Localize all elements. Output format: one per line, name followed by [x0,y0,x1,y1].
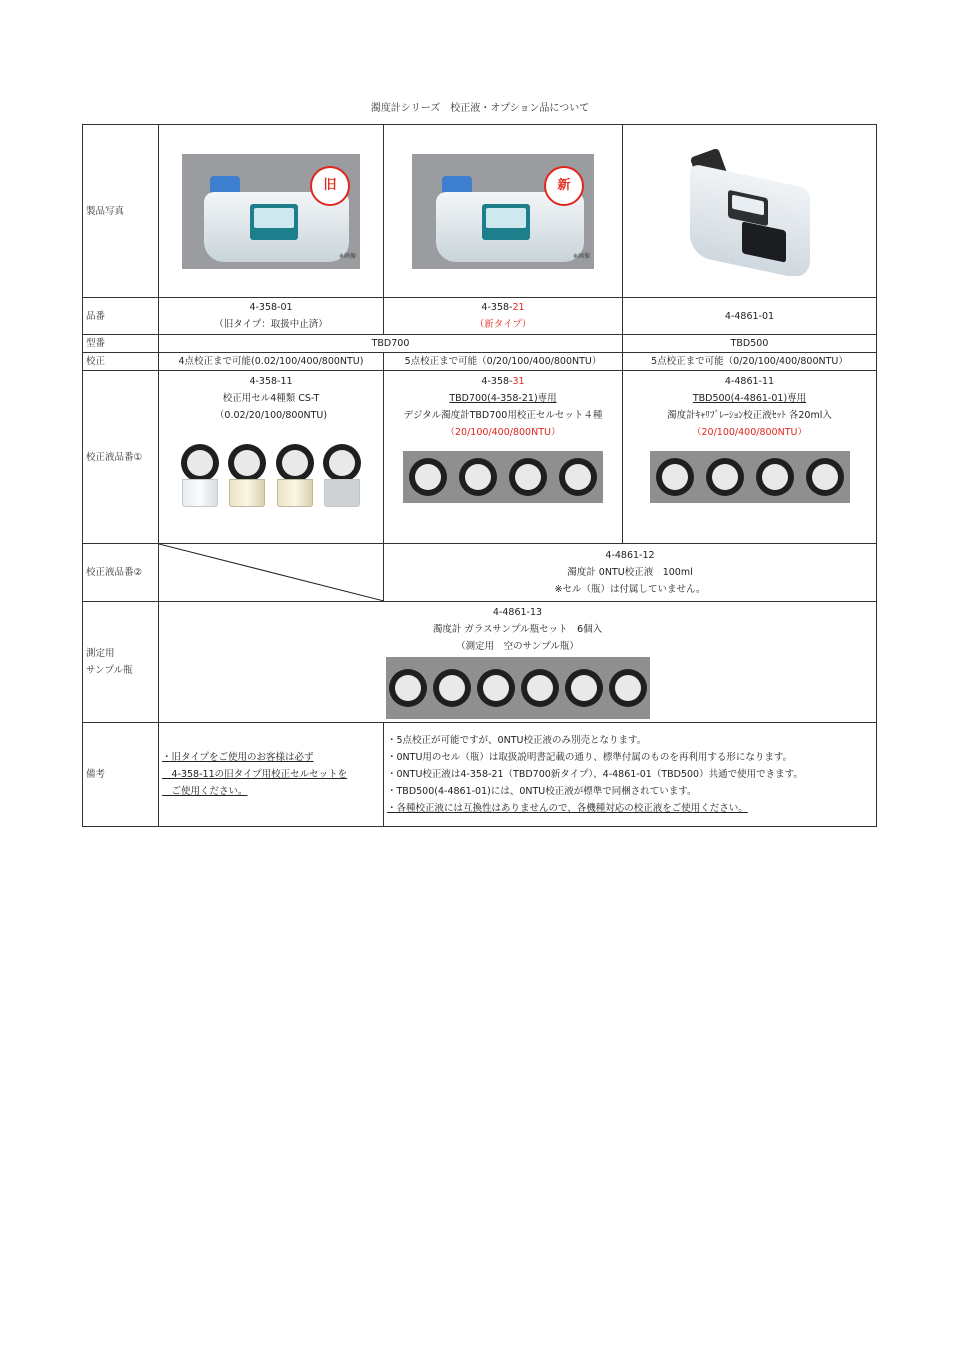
sample-photo [386,657,650,719]
calib1-new-photo [403,451,603,503]
part-no-old: 4-358-01 [249,302,293,313]
label-part-no: 品番 [83,298,159,335]
label-remarks: 備考 [83,723,159,827]
label-sample-1: 測定用 [86,648,115,659]
product-photo-tbd500 [680,146,820,276]
page-title: 濁度計シリーズ 校正液・オプション品について [370,103,590,114]
not-applicable-slash [159,544,384,601]
calib1-new-line2: デジタル濁度計TBD700用校正セルセット４種 [403,410,603,421]
label-sample [83,602,159,723]
remark-new-5: ・各種校正液には互換性はありませんので、各機種対応の校正液をご使用ください。 [387,803,748,814]
row-calib-2 [83,544,877,602]
calib1-new-line3: （20/100/400/800NTU） [445,427,561,438]
cell-photo-old [159,125,384,298]
label-model: 型番 [83,335,159,353]
photo-tip: ※画像 [338,252,356,260]
calibration-new: 5点校正まで可能（0/20/100/400/800NTU） [384,353,623,371]
calib1-old-line2: （0.02/20/100/800NTU) [214,410,328,421]
cell-part-no-new [384,298,623,335]
remark-old-2: 4-358-11の旧タイプ用校正セルセットを [162,769,348,780]
label-calib-1: 校正液品番① [83,371,159,544]
part-no-old-note: （旧タイプ：取扱中止済） [214,319,328,330]
row-calibration [83,353,877,371]
calib1-tbd500-photo [650,451,850,503]
calib1-new-line1: TBD700(4-358-21)専用 [449,393,557,404]
calib1-tbd500-line1: TBD500(4-4861-01)専用 [692,393,807,404]
sample-line1: 濁度計 ガラスサンプル瓶セット 6個入 [432,624,603,635]
row-remarks [83,723,877,827]
old-badge: 旧 [310,166,350,206]
product-photo-new [412,154,594,269]
row-sample [83,602,877,723]
remark-new-1: ・5点校正が可能ですが、0NTU校正液のみ別売となります。 [387,735,647,746]
remark-new-4: ・TBD500(4-4861-01)には、0NTU校正液が標準で同梱されています。 [387,786,697,797]
spec-table [82,124,877,827]
remark-old-3: ご使用ください。 [162,786,248,797]
row-part-no [83,298,877,335]
cell-remarks-old [159,723,384,827]
new-badge: 新 [544,166,584,206]
calib1-old-code: 4-358-11 [249,376,293,387]
cell-calib1-old [159,371,384,544]
cell-calib2 [384,544,877,602]
label-calib-2: 校正液品番② [83,544,159,602]
model-tbd700: TBD700 [159,335,623,353]
calib1-old-photo [176,438,366,512]
calib1-old-line1: 校正用セル4種類 CS-T [222,393,320,404]
calib1-tbd500-code: 4-4861-11 [724,376,775,387]
label-sample-2: サンプル瓶 [86,665,133,676]
label-calibration: 校正 [83,353,159,371]
product-photo-old [182,154,360,269]
sample-line2: （測定用 空のサンプル瓶） [456,641,579,652]
calib1-tbd500-line3: （20/100/400/800NTU） [692,427,807,438]
calibration-tbd500: 5点校正まで可能（0/20/100/400/800NTU） [623,353,877,371]
row-calib-1 [83,371,877,544]
cell-sample [159,602,877,723]
cell-part-no-old [159,298,384,335]
cell-photo-new [384,125,623,298]
remark-new-2: ・0NTU用のセル（瓶）は取扱説明書記載の通り、標準付属のものを再利用する形になります。 [387,752,793,763]
model-tbd500: TBD500 [623,335,877,353]
remark-new-3: ・0NTU校正液は4-358-21（TBD700新タイプ）、4-4861-01（TBD500）共通で使用できます。 [387,769,803,780]
calib1-tbd500-line2: 濁度計ｷｬﾘﾌﾞﾚｰｼｮﾝ校正液ｾｯﾄ 各20ml入 [667,410,832,421]
photo-tip: ※画像 [572,252,590,260]
part-no-tbd500: 4-4861-01 [623,298,877,335]
cell-remarks-new [384,723,877,827]
part-no-new-note: （新タイプ） [474,319,532,330]
remark-old-1: ・旧タイプをご使用のお客様は必ず [162,752,314,763]
part-no-new: 4-358-21 [481,302,525,313]
row-model [83,335,877,353]
calib1-new-code: 4-358-31 [481,376,525,387]
calib2-line2: ※セル（瓶）は付属していません。 [554,584,706,595]
row-photos [83,125,877,298]
cell-calib2-na [159,544,384,602]
cell-calib1-new [384,371,623,544]
cell-calib1-tbd500 [623,371,877,544]
calib2-code: 4-4861-12 [605,550,655,561]
calib2-line1: 濁度計 0NTU校正液 100ml [567,567,693,578]
label-photo: 製品写真 [83,125,159,298]
cell-photo-tbd500 [623,125,877,298]
sample-code: 4-4861-13 [492,607,543,618]
calibration-old: 4点校正まで可能(0.02/100/400/800NTU) [159,353,384,371]
